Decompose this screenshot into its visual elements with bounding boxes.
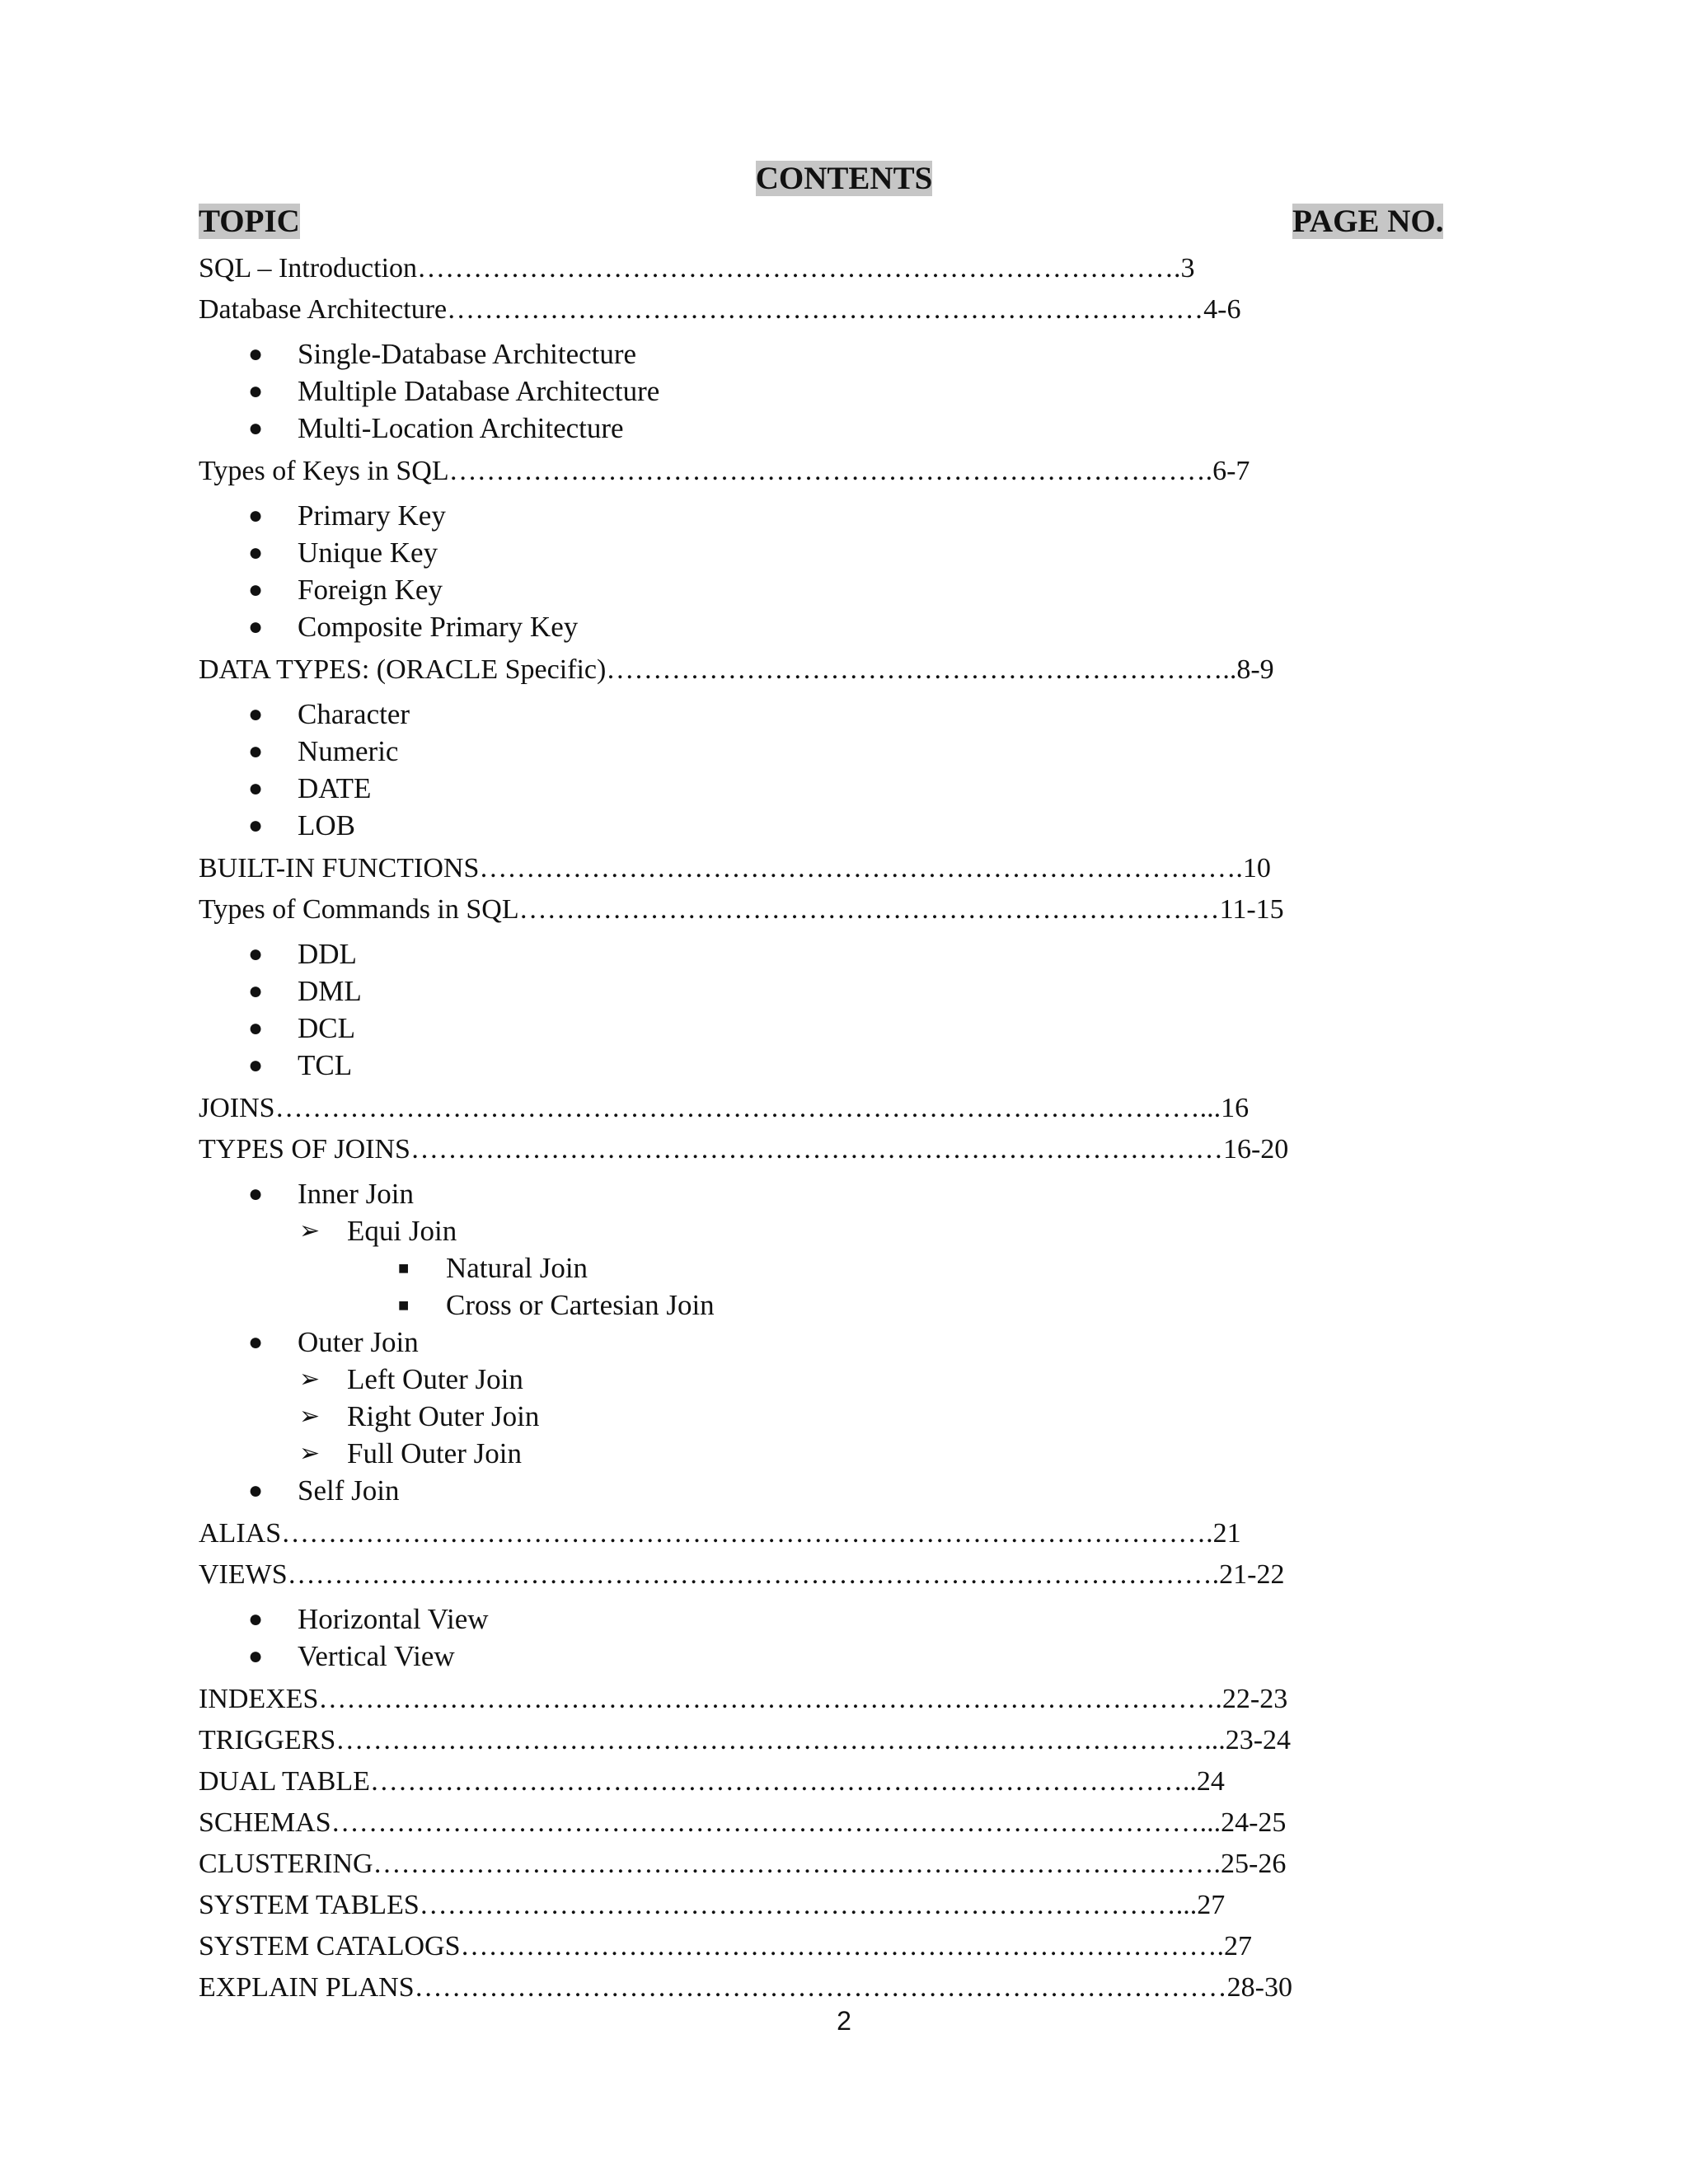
bullet-marker-icon: ● [248, 1015, 264, 1042]
bullet-marker-icon: ● [248, 340, 264, 368]
toc-entry: SQL – Introduction……………………………………………………………………….3 [199, 253, 1195, 284]
toc-entry: BUILT-IN FUNCTIONS……………………………………………………………………….10 [199, 853, 1271, 883]
toc-entry: Types of Keys in SQL……………………………………………………………………….6-7 [199, 456, 1250, 486]
bullet-marker-icon: ● [248, 812, 264, 839]
toc-subentry-arrow [199, 1361, 1435, 1398]
toc-subentry-arrow [199, 1212, 1435, 1249]
page-no-header-text: PAGE NO. [1292, 204, 1444, 239]
toc-subentry-label: Single-Database Architecture [298, 338, 637, 370]
toc-subentry-label: Natural Join [446, 1252, 588, 1284]
toc-subentry-bullet [199, 696, 1435, 733]
table-of-contents [199, 248, 1435, 2008]
toc-subentry-bullet [199, 1472, 1435, 1509]
toc-subentry-label: Self Join [298, 1474, 400, 1507]
toc-entry: SCHEMAS…………………………………………………………………………………...24-25 [199, 1807, 1287, 1838]
bullet-marker-icon: ● [248, 977, 264, 1005]
bullet-marker-icon: ● [248, 1329, 264, 1356]
bullet-marker-icon: ● [248, 940, 264, 968]
toc-subentry-label: TCL [298, 1049, 353, 1081]
toc-subentry-label: Character [298, 698, 410, 730]
toc-subentry-label: Full Outer Join [347, 1437, 522, 1469]
toc-subentry-label: DDL [298, 938, 357, 970]
bullet-marker-icon: ● [248, 1605, 264, 1633]
toc-subentry-bullet [199, 1175, 1435, 1212]
square-marker-icon: ■ [398, 1258, 410, 1278]
toc-subentry-bullet [199, 335, 1435, 373]
toc-subentry-label: Equi Join [347, 1215, 457, 1247]
bullet-marker-icon: ● [248, 1052, 264, 1079]
bullet-marker-icon: ● [248, 1180, 264, 1207]
toc-subentry-bullet [199, 807, 1435, 844]
bullet-marker-icon: ● [248, 415, 264, 442]
toc-subentry-label: Foreign Key [298, 574, 443, 606]
toc-subentry-label: Primary Key [298, 499, 446, 532]
toc-subentry-label: Unique Key [298, 537, 438, 569]
arrow-marker-icon: ➢ [299, 1217, 321, 1244]
bullet-marker-icon: ● [248, 1643, 264, 1670]
toc-subentry-label: Composite Primary Key [298, 611, 579, 643]
contents-title [0, 159, 1688, 199]
toc-subentry-bullet [199, 972, 1435, 1010]
topic-header-text: TOPIC [199, 204, 300, 239]
bullet-marker-icon: ● [248, 502, 264, 529]
bullet-marker-icon: ● [248, 701, 264, 728]
toc-subentry-bullet [199, 770, 1435, 807]
toc-entry: TRIGGERS…………………………………………………………………………………...23-24 [199, 1725, 1292, 1755]
bullet-marker-icon: ● [248, 738, 264, 765]
bullet-marker-icon: ● [248, 377, 264, 405]
toc-subentry-square [199, 1249, 1435, 1286]
page-no-column-header [1292, 202, 1443, 241]
toc-subentry-label: Left Outer Join [347, 1363, 523, 1395]
contents-title-text: CONTENTS [755, 161, 933, 196]
toc-subentry-label: Inner Join [298, 1178, 414, 1210]
toc-subentry-square [199, 1286, 1435, 1324]
toc-subentry-label: Outer Join [298, 1326, 419, 1358]
toc-subentry-bullet [199, 1601, 1435, 1638]
toc-entry: VIEWS……………………………………………………………………………………….21-22 [199, 1559, 1285, 1590]
toc-subentry-bullet [199, 1010, 1435, 1047]
toc-subentry-bullet [199, 608, 1435, 645]
toc-subentry-label: DCL [298, 1012, 355, 1044]
bullet-marker-icon: ● [248, 539, 264, 566]
toc-entry: EXPLAIN PLANS……………………………………………………………………………28-30 [199, 1972, 1292, 2003]
toc-subentry-label: Multiple Database Architecture [298, 375, 660, 407]
toc-subentry-label: LOB [298, 809, 355, 841]
toc-subentry-bullet [199, 1638, 1435, 1675]
toc-subentry-bullet [199, 1047, 1435, 1084]
toc-entry: Types of Commands in SQL…………………………………………………………………11-15 [199, 894, 1284, 925]
arrow-marker-icon: ➢ [299, 1403, 321, 1430]
topic-column-header [199, 202, 300, 241]
page-number: 2 [837, 2006, 851, 2036]
toc-subentry-label: Horizontal View [298, 1603, 489, 1635]
toc-subentry-bullet [199, 733, 1435, 770]
toc-subentry-label: Multi-Location Architecture [298, 412, 624, 444]
bullet-marker-icon: ● [248, 775, 264, 802]
toc-entry: CLUSTERING……………………………………………………………………………….25-26 [199, 1849, 1287, 1879]
arrow-marker-icon: ➢ [299, 1366, 321, 1393]
toc-subentry-bullet [199, 410, 1435, 447]
toc-entry: ALIAS……………………………………………………………………………………….21 [199, 1518, 1241, 1549]
bullet-marker-icon: ● [248, 576, 264, 603]
toc-subentry-bullet [199, 497, 1435, 534]
toc-entry: DATA TYPES: (ORACLE Specific)…………………………………………………………..8-9 [199, 654, 1274, 685]
toc-subentry-bullet [199, 935, 1435, 972]
toc-subentry-bullet [199, 571, 1435, 608]
toc-subentry-label: Cross or Cartesian Join [446, 1289, 715, 1321]
arrow-marker-icon: ➢ [299, 1440, 321, 1467]
toc-subentry-label: DML [298, 975, 362, 1007]
toc-subentry-label: DATE [298, 772, 372, 804]
bullet-marker-icon: ● [248, 613, 264, 640]
toc-entry: TYPES OF JOINS……………………………………………………………………………16-20 [199, 1134, 1289, 1165]
toc-subentry-bullet [199, 373, 1435, 410]
toc-subentry-label: Vertical View [298, 1640, 455, 1672]
toc-subentry-bullet [199, 1324, 1435, 1361]
toc-subentry-arrow [199, 1398, 1435, 1435]
toc-entry: Database Architecture………………………………………………………………………4-6 [199, 294, 1241, 325]
toc-entry: INDEXES…………………………………………………………………………………….22-23 [199, 1684, 1288, 1714]
bullet-marker-icon: ● [248, 1477, 264, 1504]
toc-subentry-label: Right Outer Join [347, 1400, 540, 1432]
toc-entry: SYSTEM TABLES………………………………………………………………………...27 [199, 1890, 1226, 1920]
toc-subentry-label: Numeric [298, 735, 399, 767]
toc-entry: JOINS………………………………………………………………………………………...16 [199, 1093, 1250, 1123]
toc-subentry-arrow [199, 1435, 1435, 1472]
toc-subentry-bullet [199, 534, 1435, 571]
toc-entry: DUAL TABLE……………………………………………………………………………..24 [199, 1766, 1225, 1797]
toc-entry: SYSTEM CATALOGS……………………………………………………………………….27 [199, 1931, 1252, 1961]
square-marker-icon: ■ [398, 1295, 410, 1315]
